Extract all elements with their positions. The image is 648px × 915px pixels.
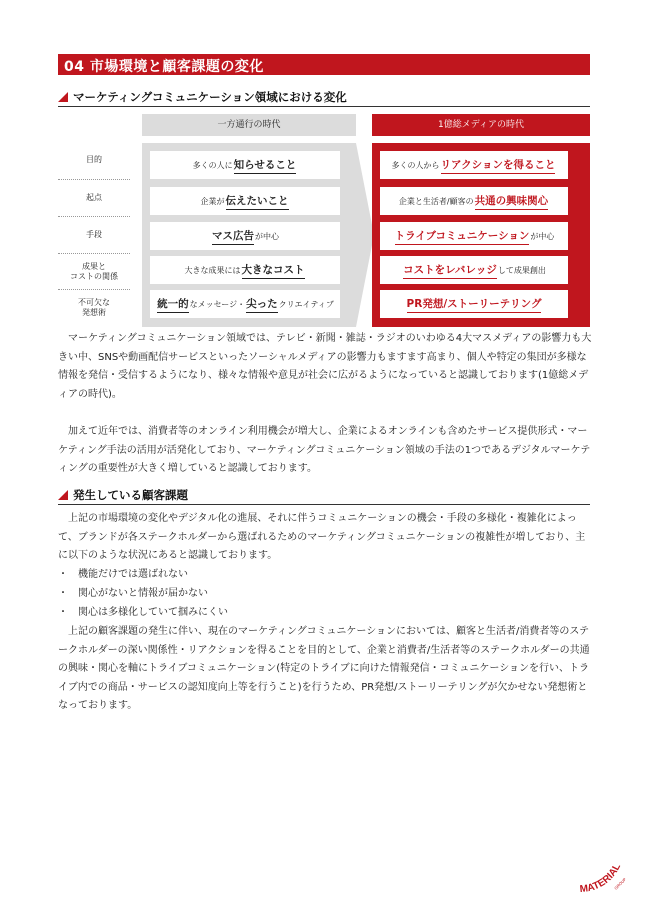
row-divider [58,179,130,180]
material-group-logo [572,840,632,900]
bullet-item: ・ 関心がないと情報が届かない [58,588,208,599]
row-label-thinking: 不可欠な 発想術 [78,298,110,317]
section2-heading: 発生している顧客課題 [58,487,188,503]
section1-paragraph-2: 加えて近年では、消費者等のオンライン利用機会が増大し、企業によるオンラインも含めたサービス提供形式・マーケティング手法の活用が活発化しており、マーケティングコミュニケーション領域の手法の1つであるデジタルマーケティングの重要性が大きく増していると認識しております。 [58,426,591,475]
heading-rule [58,106,590,107]
page-title: 04 市場環境と顧客課題の変化 [64,59,264,75]
section2-paragraph-1: 上記の市場環境の変化やデジタル化の進展、それに伴うコミュニケーションの機会・手段の多様化・複雑化によって、ブランドが各ステークホルダーから選ばれるためのマーケティングコミュニケーションの複雑性が増しており、主に以下のような状況にあると認識しております。 [58,513,586,562]
section1-heading: マーケティングコミュニケーション領域における変化 [58,89,347,105]
left-cell-means: マス広告 が中心 [150,222,340,250]
logo-subtext: GROUP [613,876,628,891]
section1-paragraph-1: マーケティングコミュニケーション領域では、テレビ・新聞・雑誌・ラジオのいわゆる4大マスメディアの影響力も大きい中、SNSや動画配信サービスといったソーシャルメディアの影響力もますます高まり、個人や特定の集団が多様な情報を発信・受信するようになり、様々な情報や意見が社会に広がるようになっていると認識しております(1億総メディアの時代)。 [58,333,592,400]
right-cell-origin: 企業と生活者/顧客の 共通の興味関心 [380,187,568,215]
section2-paragraph-2: 上記の顧客課題の発生に伴い、現在のマーケティングコミュニケーションにおいては、顧客と生活者/消費者等のステークホルダーの深い関係性・リアクションを得ることを目的として、企業と消費者/生活者等のステークホルダーの共通の興味・関心を軸にトライブコミュニケーション(特定のトライブに向けた情報発信・コミュニケーションを行い、トライブ内での商品・サービスの認知度向上等を行うこと)を行うため、PR発想/ストーリーテリングが欠かせない発想術となっております。 [58,626,590,712]
left-cell-thinking: 統一的 なメッセージ・ 尖った クリエイティブ [150,290,340,318]
row-label-origin: 起点 [86,193,102,202]
left-cell-cost: 大きな成果には 大きなコスト [150,256,340,284]
row-label-cost: 成果と コストの関係 [70,262,118,281]
bullet-item: ・ 関心は多様化していて掴みにくい [58,607,228,618]
right-cell-thinking: PR発想/ストーリーテリング [380,290,568,318]
row-label-purpose: 目的 [86,155,102,164]
left-cell-origin: 企業が 伝えたいこと [150,187,340,215]
left-cell-purpose: 多くの人に 知らせること [150,151,340,179]
triangle-marker-icon [58,92,68,102]
right-cell-means: トライブコミュニケーション が中心 [380,222,568,250]
right-cell-cost: コストをレバレッジ して成果創出 [380,256,568,284]
right-column-header: 1億総メディアの時代 [372,114,590,136]
row-divider [58,289,130,290]
triangle-marker-icon [58,490,68,500]
row-divider [58,253,130,254]
logo-text: MATERIAL [579,861,624,896]
left-column-header: 一方通行の時代 [142,114,356,136]
row-divider [58,216,130,217]
row-label-means: 手段 [86,230,102,239]
bullet-item: ・ 機能だけでは選ばれない [58,569,188,580]
heading-rule [58,504,590,505]
page-title-bar [58,54,590,75]
right-cell-purpose: 多くの人から リアクションを得ること [380,151,568,179]
